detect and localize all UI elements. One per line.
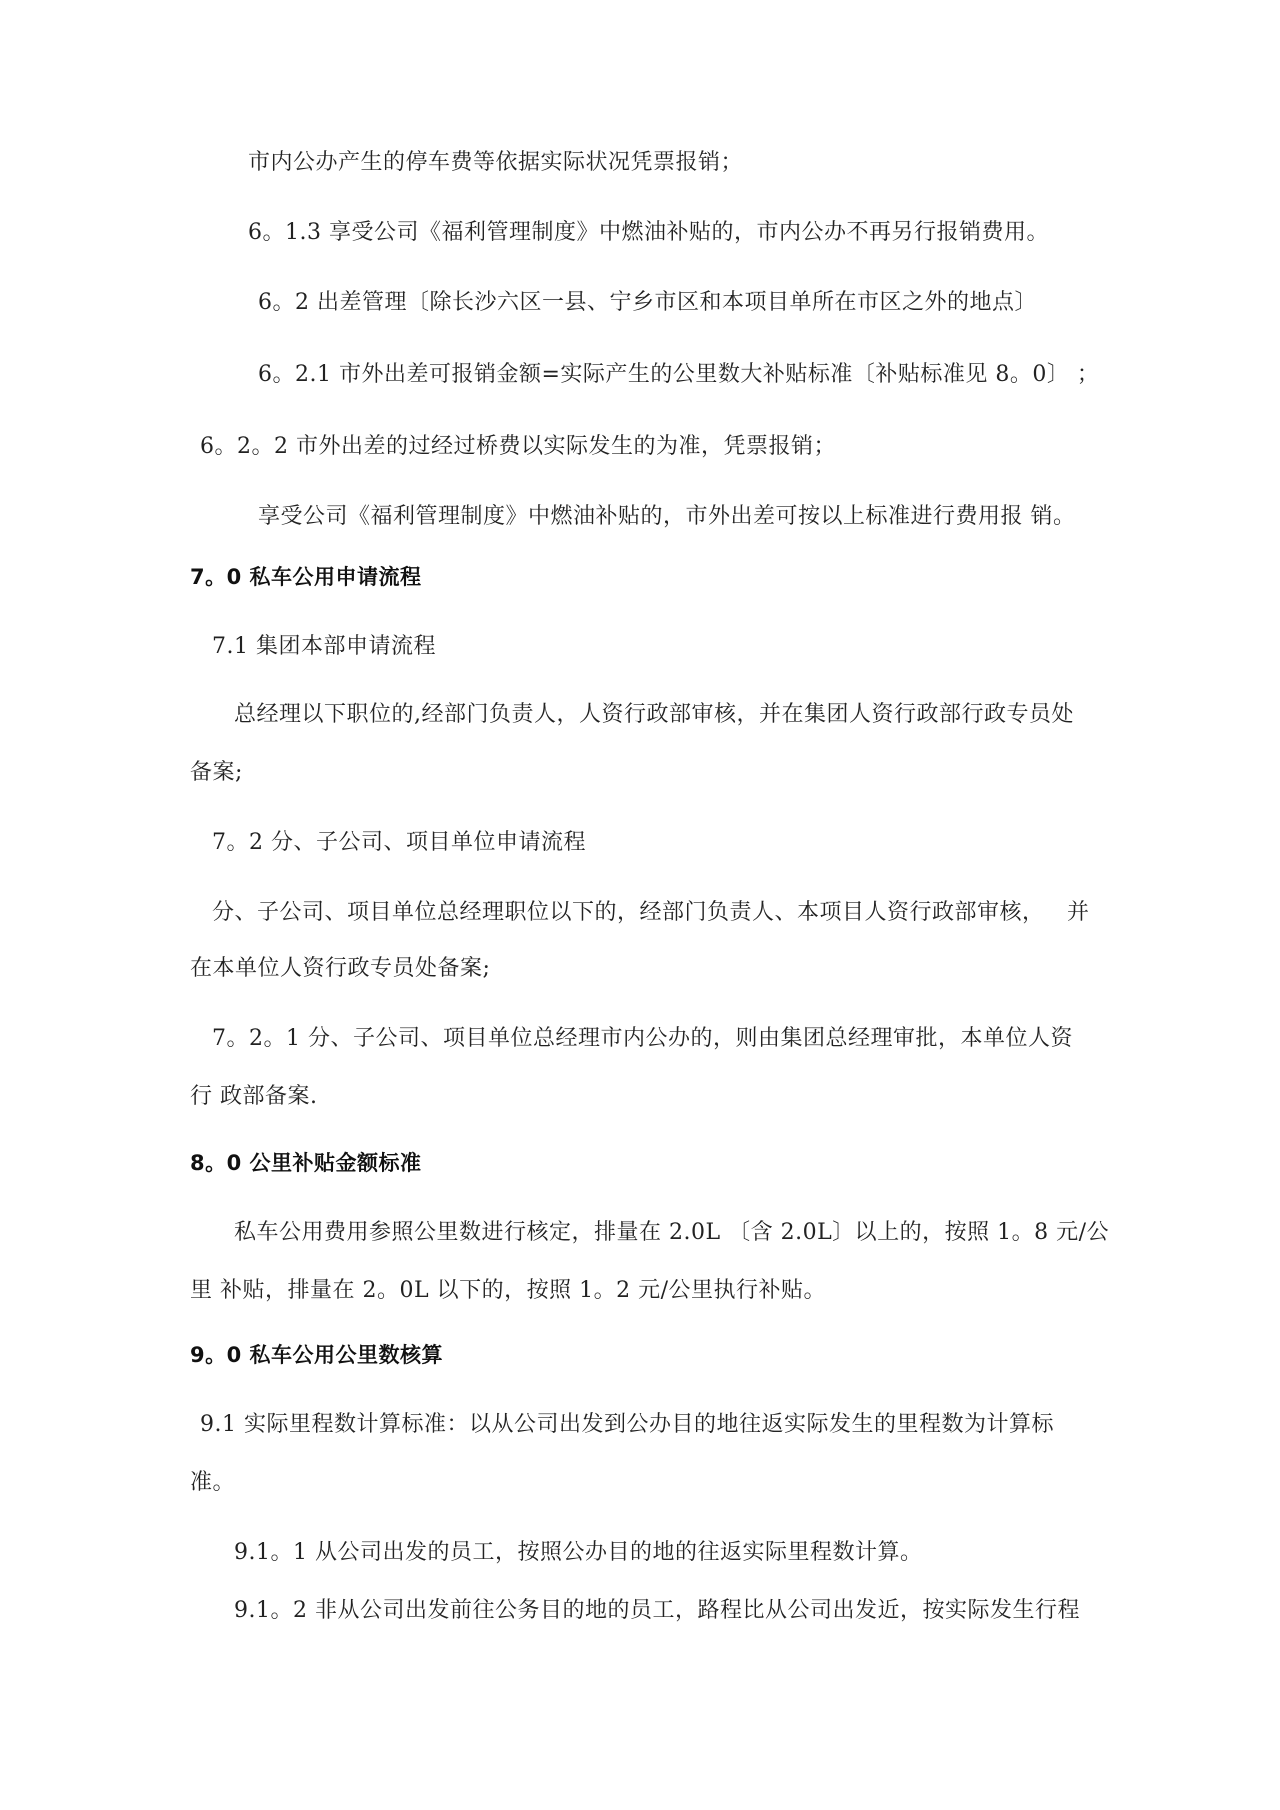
paragraph-line: 备案; [190,760,243,785]
paragraph-line: 9.1 实际里程数计算标准：以从公司出发到公办目的地往返实际发生的里程数为计算标 [200,1412,1054,1437]
subsection-heading: 7.1 集团本部申请流程 [212,634,436,659]
section-heading-8: 8。0 公里补贴金额标准 [190,1151,422,1175]
paragraph-line: 私车公用费用参照公里数进行核定，排量在 2.0L 〔含 2.0L〕以上的，按照 1。8 元/公 [234,1220,1110,1245]
paragraph-line: 9.1。2 非从公司出发前往公务目的地的员工，路程比从公司出发近，按实际发生行程 [234,1598,1080,1623]
paragraph-line: 总经理以下职位的,经部门负责人，人资行政部审核，并在集团人资行政部行政专员处 [234,702,1074,727]
paragraph-line: 行 政部备案. [190,1084,318,1109]
section-heading-7: 7。0 私车公用申请流程 [190,565,422,589]
paragraph-line: 享受公司《福利管理制度》中燃油补贴的，市外出差可按以上标准进行费用报 销。 [258,504,1076,529]
paragraph-line: 6。1.3 享受公司《福利管理制度》中燃油补贴的，市内公办不再另行报销费用。 [248,220,1049,245]
paragraph-line: 6。2 出差管理〔除长沙六区一县、宁乡市区和本项目单所在市区之外的地点〕 [258,290,1037,315]
paragraph-line: 6。2。2 市外出差的过经过桥费以实际发生的为准，凭票报销； [200,434,836,459]
paragraph-line: 市内公办产生的停车费等依据实际状况凭票报销； [248,150,744,175]
section-heading-9: 9。0 私车公用公里数核算 [190,1343,444,1367]
paragraph-line: 分、子公司、项目单位总经理职位以下的，经部门负责人、本项目人资行政部审核， 并 [212,900,1090,925]
paragraph-line: 9.1。1 从公司出发的员工，按照公办目的地的往返实际里程数计算。 [234,1540,923,1565]
paragraph-line: 在本单位人资行政专员处备案; [190,956,491,981]
paragraph-line: 6。2.1 市外出差可报销金额=实际产生的公里数大补贴标准〔补贴标准见 8。0〕 ； [258,362,1100,387]
paragraph-line: 里 补贴，排量在 2。0L 以下的，按照 1。2 元/公里执行补贴。 [190,1278,826,1303]
paragraph-line: 准。 [190,1470,236,1495]
paragraph-line: 7。2。1 分、子公司、项目单位总经理市内公办的，则由集团总经理审批，本单位人资 [212,1026,1073,1051]
subsection-heading: 7。2 分、子公司、项目单位申请流程 [212,830,586,855]
